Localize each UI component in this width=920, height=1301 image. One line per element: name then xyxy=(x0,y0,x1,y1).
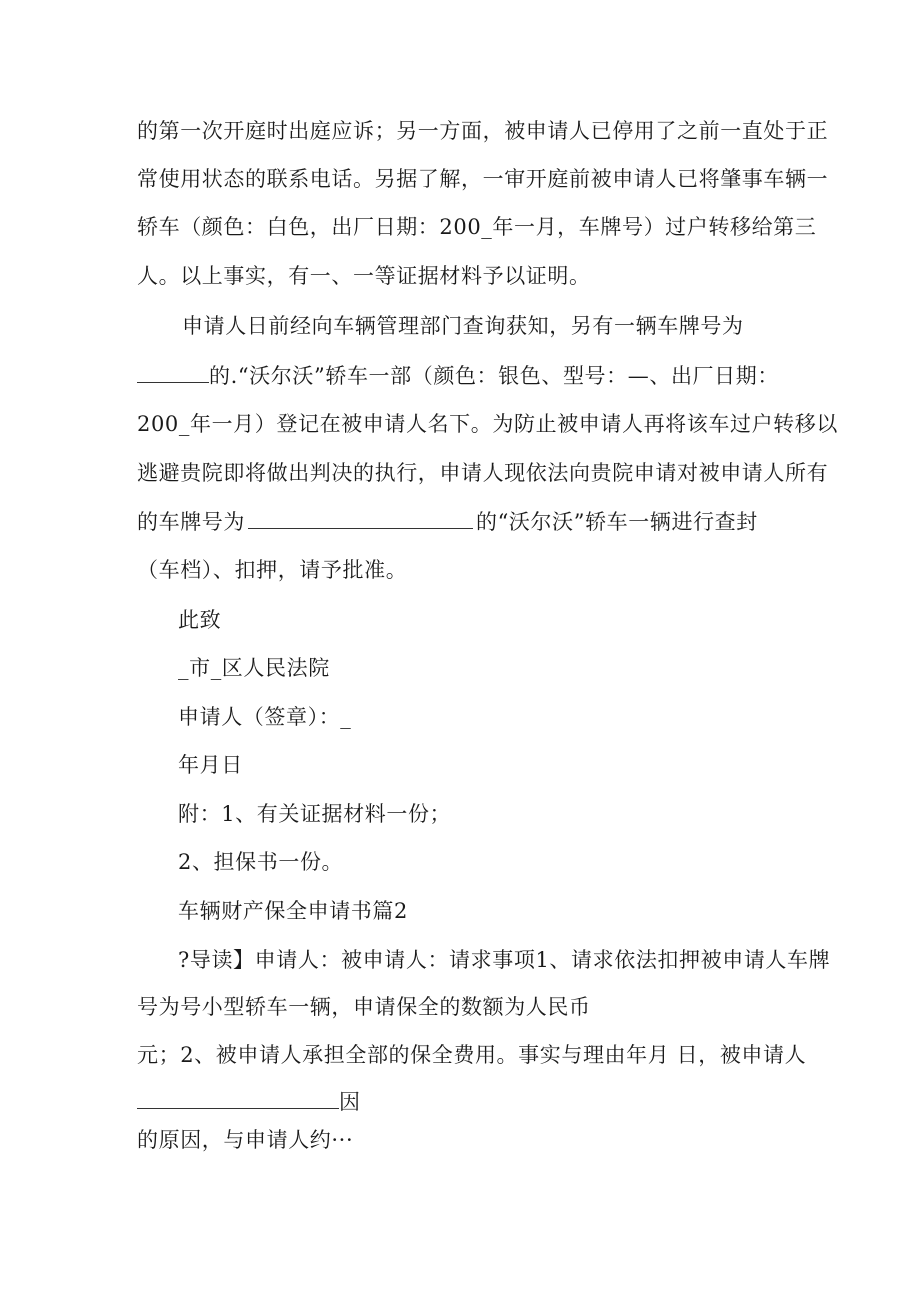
fill-in-blank xyxy=(137,364,209,383)
court-name: _市_区人民法院 xyxy=(178,656,330,680)
text-line-with-blank xyxy=(137,362,779,390)
text-segment: 因 xyxy=(339,1090,361,1114)
text-line: 200_年一月）登记在被申请人名下。为防止被申请人再将该车过户转移以 xyxy=(137,412,838,436)
text-line-with-blank xyxy=(137,1088,361,1116)
text-line: 轿车（颜色：白色，出厂日期：200_年一月，车牌号）过户转移给第三 xyxy=(137,215,817,239)
text-line: 元；2、被申请人承担全部的保全费用。事实与理由年月 日，被申请人 xyxy=(137,1043,807,1067)
text-line: 的第一次开庭时出庭应诉；另一方面，被申请人已停用了之前一直处于正 xyxy=(137,119,829,143)
text-line: 申请人日前经向车辆管理部门查询获知，另有一辆车牌号为 xyxy=(182,314,744,338)
text-line: 人。以上事实，有一、一等证据材料予以证明。 xyxy=(137,264,591,288)
date-line: 年月日 xyxy=(178,753,243,777)
text-segment: 的.“沃尔沃”轿车一部（颜色：银色、型号：—、出厂日期： xyxy=(209,364,779,388)
text-line: 号为号小型轿车一辆，申请保全的数额为人民币 xyxy=(137,995,591,1019)
text-segment: 的车牌号为 xyxy=(137,510,245,534)
text-line: 逃避贵院即将做出判决的执行，申请人现依法向贵院申请对被申请人所有 xyxy=(137,461,829,485)
fill-in-blank xyxy=(248,510,473,529)
text-line: 常使用状态的联系电话。另据了解，一审开庭前被申请人已将肇事车辆一 xyxy=(137,167,829,191)
applicant-signature: 申请人（签章）：_ xyxy=(178,705,352,729)
salutation: 此致 xyxy=(178,608,222,632)
text-line: （车档）、扣押，请予批准。 xyxy=(137,558,408,582)
text-segment: 的“沃尔沃”轿车一辆进行查封 xyxy=(476,510,758,534)
attachment-line: 2、担保书一份。 xyxy=(178,850,344,874)
text-line: 的原因，与申请人约··· xyxy=(137,1128,354,1152)
attachment-line: 附：1、有关证据材料一份； xyxy=(178,802,452,826)
section-heading: 车辆财产保全申请书篇2 xyxy=(178,899,408,923)
text-line-with-blank xyxy=(137,508,758,536)
fill-in-blank xyxy=(137,1090,339,1109)
text-line: ?导读】申请人：被申请人：请求事项1、请求依法扣押被申请人车牌 xyxy=(178,948,831,972)
